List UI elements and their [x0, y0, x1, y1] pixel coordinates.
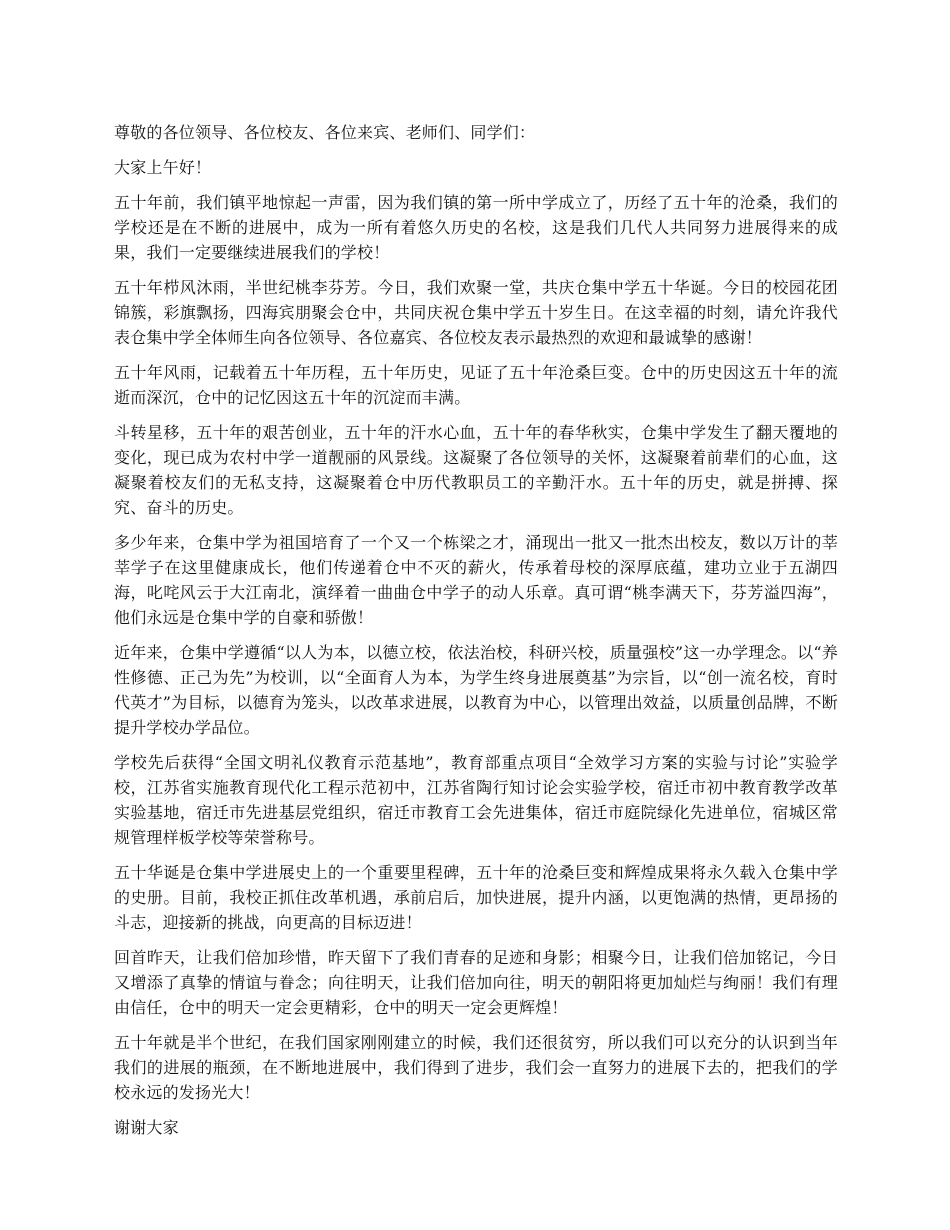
paragraph-1: 五十年前，我们镇平地惊起一声雷，因为我们镇的第一所中学成立了，历经了五十年的沧桑，我们的学校还是在不断的进展中，成为一所有着悠久历史的名校，这是我们几代人共同努力进展得来的成果，我们一定要继续进展我们的学校！ — [114, 193, 838, 262]
paragraph-3: 五十年风雨，记载着五十年历程，五十年历史，见证了五十年沧桑巨变。仓中的历史因这五十年的流逝而深沉，仓中的记忆因这五十年的沉淀而丰满。 — [114, 363, 838, 407]
salutation: 尊敬的各位领导、各位校友、各位来宾、老师们、同学们： — [114, 123, 536, 142]
paragraph-2: 五十年栉风沐雨，半世纪桃李芬芳。今日，我们欢聚一堂，共庆仓集中学五十华诞。今日的校园花团锦簇，彩旗飘扬，四海宾朋聚会仓中，共同庆祝仓集中学五十岁生日。在这幸福的时刻，请允许我代表仓集中学全体师生向各位领导、各位嘉宾、各位校友表示最热烈的欢迎和最诚挚的感谢！ — [114, 278, 838, 347]
document-body — [114, 120, 838, 1150]
paragraph-7: 学校先后获得“全国文明礼仪教育示范基地”，教育部重点项目“全效学习方案的实验与讨论”实验学校，江苏省实施教育现代化工程示范初中，江苏省陶行知讨论会实验学校，宿迁市初中教育教学改革实验基地，宿迁市先进基层党组织，宿迁市教育工会先进集体，宿迁市庭院绿化先进单位，宿城区常规管理样板学校等荣誉称号。 — [114, 753, 838, 847]
closing: 谢谢大家 — [114, 1118, 179, 1137]
paragraph-6: 近年来，仓集中学遵循“以人为本，以德立校，依法治校，科研兴校，质量强校”这一办学理念。以“养性修德、正己为先”为校训，以“全面育人为本，为学生终身进展奠基”为宗旨，以“创一流名校，育时代英才”为目标，以德育为笼头，以改革求进展，以教育为中心，以管理出效益，以质量创品牌，不断提升学校办学品位。 — [114, 643, 838, 737]
paragraph-10: 五十年就是半个世纪，在我们国家刚刚建立的时候，我们还很贫穷，所以我们可以充分的认识到当年我们的进展的瓶颈，在不断地进展中，我们得到了进步，我们会一直努力的进展下去的，把我们的学校永远的发扬光大！ — [114, 1033, 838, 1102]
paragraph-9: 回首昨天，让我们倍加珍惜，昨天留下了我们青春的足迹和身影；相聚今日，让我们倍加铭记，今日又增添了真挚的情谊与眷念；向往明天，让我们倍加向往，明天的朝阳将更加灿烂与绚丽！我们有理由信任，仓中的明天一定会更精彩，仓中的明天一定会更辉煌！ — [114, 948, 838, 1017]
paragraph-4: 斗转星移，五十年的艰苦创业，五十年的汗水心血，五十年的春华秋实，仓集中学发生了翻天覆地的变化，现已成为农村中学一道靓丽的风景线。这凝聚了各位领导的关怀，这凝聚着前辈们的心血，这凝聚着校友们的无私支持，这凝聚着仓中历代教职员工的辛勤汗水。五十年的历史，就是拼搏、探究、奋斗的历史。 — [114, 423, 838, 517]
paragraph-8: 五十华诞是仓集中学进展史上的一个重要里程碑，五十年的沧桑巨变和辉煌成果将永久载入仓集中学的史册。目前，我校正抓住改革机遇，承前启后，加快进展，提升内涵，以更饱满的热情，更昂扬的斗志，迎接新的挑战，向更高的目标迈进！ — [114, 863, 838, 932]
paragraph-5: 多少年来，仓集中学为祖国培育了一个又一个栋梁之才，涌现出一批又一批杰出校友，数以万计的莘莘学子在这里健康成长，他们传递着仓中不灭的薪火，传承着母校的深厚底蕴，建功立业于五湖四海，叱咤风云于大江南北，演绎着一曲曲仓中学子的动人乐章。真可谓“桃李满天下，芬芳溢四海”，他们永远是仓集中学的自豪和骄傲！ — [114, 533, 838, 627]
greeting: 大家上午好！ — [114, 158, 212, 177]
